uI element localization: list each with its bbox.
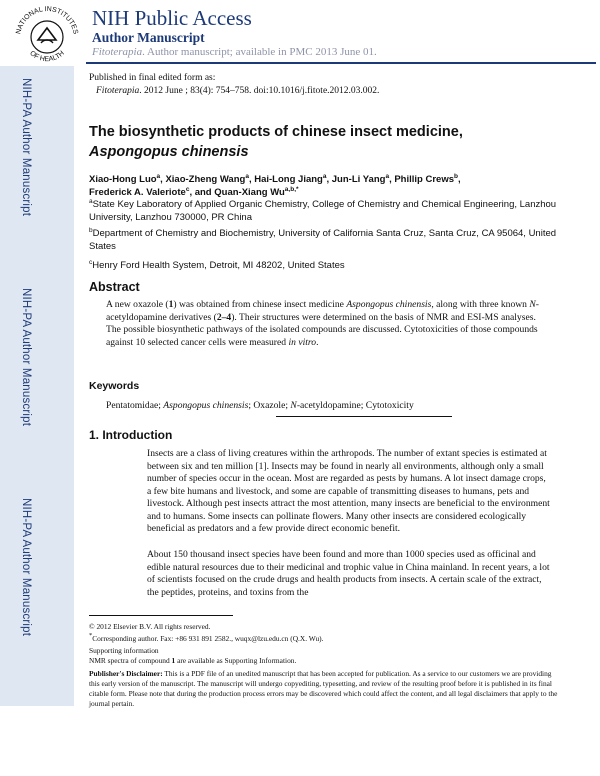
nih-logo [8, 4, 86, 66]
pmc-availability-line [92, 46, 377, 58]
author-manuscript-label: Author Manuscript [92, 30, 205, 45]
affiliation-c [89, 260, 559, 273]
author-affil-mark: b [454, 173, 458, 180]
abstract-body [106, 299, 550, 349]
supporting-text-run: are available as Supporting Information. [175, 656, 297, 665]
copyright-notice: © 2012 Elsevier B.V. All rights reserved. [89, 622, 211, 631]
abstract-text-run: ) was obtained from chinese insect medicine [173, 299, 347, 310]
side-banner [0, 66, 74, 706]
author-separator: , [389, 174, 395, 185]
keyword-italic-n: N [290, 400, 297, 411]
author-name: Frederick A. Valeriote [89, 187, 186, 198]
citation-journal: Fitoterapia [96, 86, 140, 96]
abstract-text-run: . [316, 336, 319, 348]
publisher-disclaimer [89, 669, 559, 709]
paper-title-species: Aspongopus chinensis [89, 144, 249, 160]
introduction-paragraph-1: Insects are a class of living creatures within the arthropods. The number of extant species is estimated at between six and ten million [1]. Insects may be found in nearly all environments, although only a small number of species occur in the ocean. Most are regarded as pests by humans. A lot insect damage crops, a few bite humans and livestock, and some are capable of transmitting diseases to humans, pets and livestock. Although pest insects attract the most attention, many insects are beneficial to the environment and to humans. Some insects can pollinate flowers. Many other insects are considered ecologically beneficial as predators and a few provide direct economic benefit. [147, 448, 550, 534]
author-separator: , and [189, 187, 215, 198]
author-affil-mark: a [322, 173, 327, 180]
supporting-text-run: NMR spectra of compound [89, 656, 172, 665]
abstract-text-run: A new oxazole ( [106, 299, 169, 310]
side-label-3: NIH-PA Author Manuscript [20, 498, 32, 637]
author-affil-mark: a,b,* [284, 186, 299, 193]
svg-text:OF HEALTH [28, 50, 66, 63]
affiliation-mark: b [89, 227, 93, 234]
compound-ref: 1 [168, 299, 174, 310]
pmc-availability-text: . Author manuscript; available in PMC 2013 June 01. [142, 46, 377, 58]
abstract-text-run: -acetyldopamine derivatives ( [106, 299, 539, 323]
supporting-info-text [89, 656, 559, 666]
affiliation-a [89, 199, 559, 224]
author-separator: , [326, 174, 332, 185]
supporting-info-heading: Supporting information [89, 646, 159, 655]
author-name: Quan-Xiang Wu [214, 187, 285, 198]
author-name: Phillip Crews [394, 174, 454, 185]
abstract-heading: Abstract [89, 280, 140, 294]
affiliation-mark: a [89, 198, 93, 205]
author-list [89, 173, 559, 199]
affiliation-b [89, 228, 559, 253]
author-separator: , [457, 174, 461, 185]
affiliation-text: State Key Laboratory of Applied Organic Chemistry, College of Chemistry and Chemical Engineering, Lanzhou University, Lanzhou 730000, PR China [89, 199, 557, 223]
keywords-list [106, 400, 414, 411]
corresponding-mark: * [89, 632, 93, 639]
citation-line [96, 86, 379, 96]
keyword-run: Pentatomidae; [106, 400, 164, 411]
author-affil-mark: a [156, 173, 161, 180]
footnote-divider [89, 615, 233, 616]
introduction-heading: 1. Introduction [89, 428, 173, 442]
author-name: Xiao-Hong Luo [89, 174, 157, 185]
introduction-paragraph-2: About 150 thousand insect species have been found and more than 1000 species used as officinal and edible natural resources due to their medicinal and trophic value in China mainland. In recent years, a lot of scientists focused on the crude drugs and health products from insects. A certain scale of the extract, the peptides, proteins, and toxins from the [147, 549, 550, 598]
citation-details: . 2012 June ; 83(4): 754–758. doi:10.1016/j.fitote.2012.03.002. [139, 86, 380, 96]
paper-title [89, 122, 559, 162]
italic-n: N [529, 299, 536, 310]
author-affil-mark: c [185, 186, 190, 193]
compound-ref: 1 [171, 656, 176, 665]
species-name: Aspongopus chinensis [346, 299, 432, 310]
nih-public-access-title: NIH Public Access [92, 6, 252, 30]
affiliation-text: Department of Chemistry and Biochemistry, University of California Santa Cruz, Santa Cruz, CA 95064, United States [89, 228, 557, 252]
author-name: Jun-Li Yang [331, 174, 386, 185]
keyword-species: Aspongopus chinensis [163, 400, 249, 411]
author-separator: , [248, 174, 255, 185]
author-name: Xiao-Zheng Wang [165, 174, 246, 185]
affiliation-text: Henry Ford Health System, Detroit, MI 48202, United States [92, 260, 345, 271]
header-divider [86, 62, 596, 64]
compound-ref: 2–4 [216, 311, 232, 323]
logo-arc-bottom: OF HEALTH [28, 49, 66, 64]
published-in-label: Published in final edited form as: [89, 73, 216, 83]
pmc-journal: Fitoterapia [92, 46, 143, 58]
author-affil-mark: a [245, 173, 249, 180]
abstract-text-run: ). Their structures were determined on the basis of NMR and ESI-MS analyses. The possible biosynthetic pathways of the isolated compounds are discussed. Cytotoxicities of those compounds against 10 selected cancer cells were measured [106, 311, 538, 348]
keywords-divider [276, 416, 452, 417]
corresponding-author-note [89, 634, 559, 644]
paper-title-line1: The biosynthetic products of chinese insect medicine, [89, 124, 463, 140]
paper-title-line2 [89, 142, 559, 162]
side-label-2: NIH-PA Author Manuscript [20, 288, 32, 427]
side-label-1: NIH-PA Author Manuscript [20, 78, 32, 217]
keyword-run: -acetyldopamine; Cytotoxicity [296, 400, 414, 411]
abstract-text-run: , along with three known [431, 299, 530, 310]
corresponding-text: Corresponding author. Fax: +86 931 891 2582., wuqx@lzu.edu.cn (Q.X. Wu). [92, 634, 324, 643]
affiliation-mark: c [89, 259, 93, 266]
disclaimer-label: Publisher's Disclaimer: [89, 669, 163, 678]
disclaimer-text: This is a PDF file of an unedited manuscript that has been accepted for publication. As a service to our customers we are providing this early version of the manuscript. The manuscript will undergo copyediting, typesetting, and review of the resulting proof before it is published in its final citable form. Please note that during the production process errors may be discovered which could affect the content, and all legal disclaimers that apply to the journal pertain. [89, 669, 558, 708]
author-affil-mark: a [385, 173, 390, 180]
author-name: Hai-Long Jiang [254, 174, 323, 185]
keywords-heading: Keywords [89, 380, 140, 392]
in-vitro: in vitro [288, 336, 317, 348]
logo-arc-top: NATIONAL INSTITUTES [15, 5, 79, 35]
keyword-run: ; Oxazole; [248, 400, 291, 411]
author-separator: , [160, 174, 166, 185]
